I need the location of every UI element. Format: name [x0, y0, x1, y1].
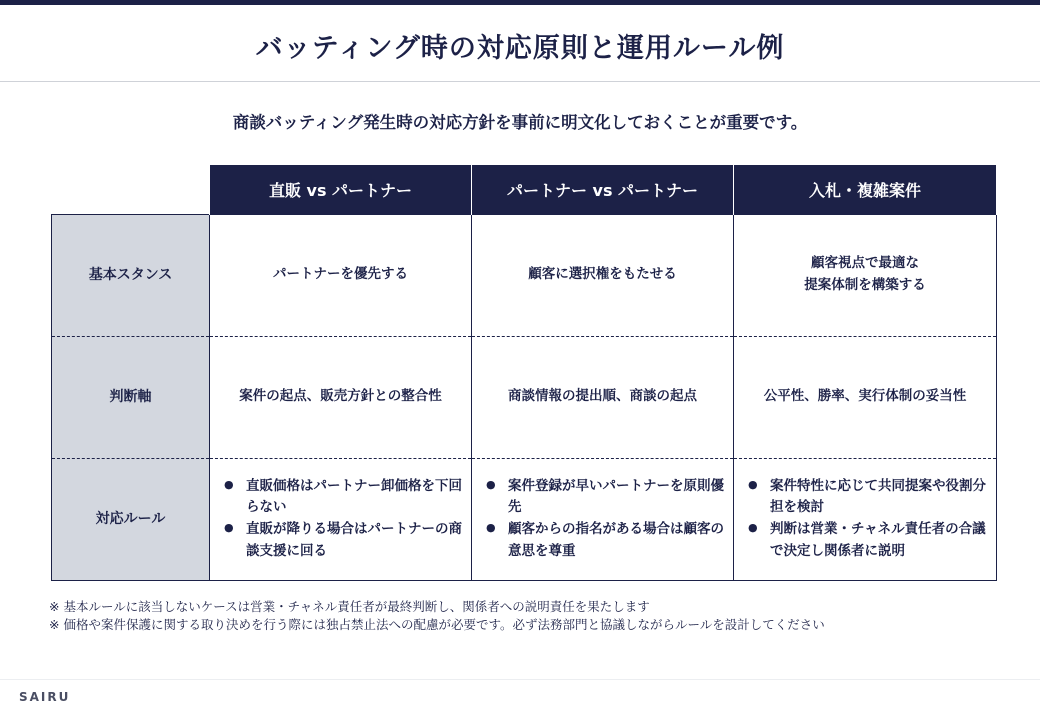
bullet-list — [210, 476, 471, 562]
company-logo: SAIRU — [19, 690, 71, 704]
page-title: バッティング時の対応原則と運用ルール例 — [255, 33, 785, 64]
table-cell: 顧客視点で最適な 提案体制を構築する — [734, 214, 997, 336]
row-label: 判断軸 — [52, 336, 210, 458]
table-cell — [734, 458, 997, 580]
table-row — [52, 214, 997, 336]
row-label: 対応ルール — [52, 458, 210, 580]
table-cell: パートナーを優先する — [210, 214, 472, 336]
list-item: ● 案件特性に応じて共同提案や役割分担を検討 — [748, 476, 996, 519]
list-item: ● 直販価格はパートナー卸価格を下回らない — [224, 476, 471, 519]
bullet-list — [472, 476, 733, 562]
footnote: ※ 基本ルールに該当しないケースは営業・チャネル責任者が最終判断し、関係者への説明責任を果たします — [49, 599, 650, 614]
top-accent-bar — [0, 0, 1040, 5]
list-item: ● 顧客からの指名がある場合は顧客の意思を尊重 — [486, 519, 733, 562]
header-blank — [52, 165, 210, 214]
footnote: ※ 価格や案件保護に関する取り決めを行う際には独占禁止法への配慮が必要です。必ず法務部門と協議しながらルールを設計してください — [49, 617, 825, 632]
table-cell — [472, 458, 734, 580]
list-item: ● 案件登録が早いパートナーを原則優先 — [486, 476, 733, 519]
row-label: 基本スタンス — [52, 214, 210, 336]
table-row — [52, 458, 997, 580]
header-bid-complex: 入札・複雑案件 — [734, 165, 997, 214]
bullet-list — [734, 476, 996, 562]
table-row — [52, 336, 997, 458]
table-cell: 案件の起点、販売方針との整合性 — [210, 336, 472, 458]
footnotes — [49, 598, 825, 634]
table-cell: 顧客に選択権をもたせる — [472, 214, 734, 336]
table-cell — [210, 458, 472, 580]
table-cell: 商談情報の提出順、商談の起点 — [472, 336, 734, 458]
list-item: ● 判断は営業・チャネル責任者の合議で決定し関係者に説明 — [748, 519, 996, 562]
header-partner-vs-partner: パートナー vs パートナー — [472, 165, 734, 214]
header-row — [52, 165, 997, 214]
subtitle: 商談バッティング発生時の対応方針を事前に明文化しておくことが重要です。 — [232, 113, 808, 132]
list-item: ● 直販が降りる場合はパートナーの商談支援に回る — [224, 519, 471, 562]
table-cell: 公平性、勝率、実行体制の妥当性 — [734, 336, 997, 458]
footer-divider — [0, 679, 1040, 680]
rules-table — [51, 165, 997, 581]
divider — [0, 81, 1040, 82]
header-direct-vs-partner: 直販 vs パートナー — [210, 165, 472, 214]
